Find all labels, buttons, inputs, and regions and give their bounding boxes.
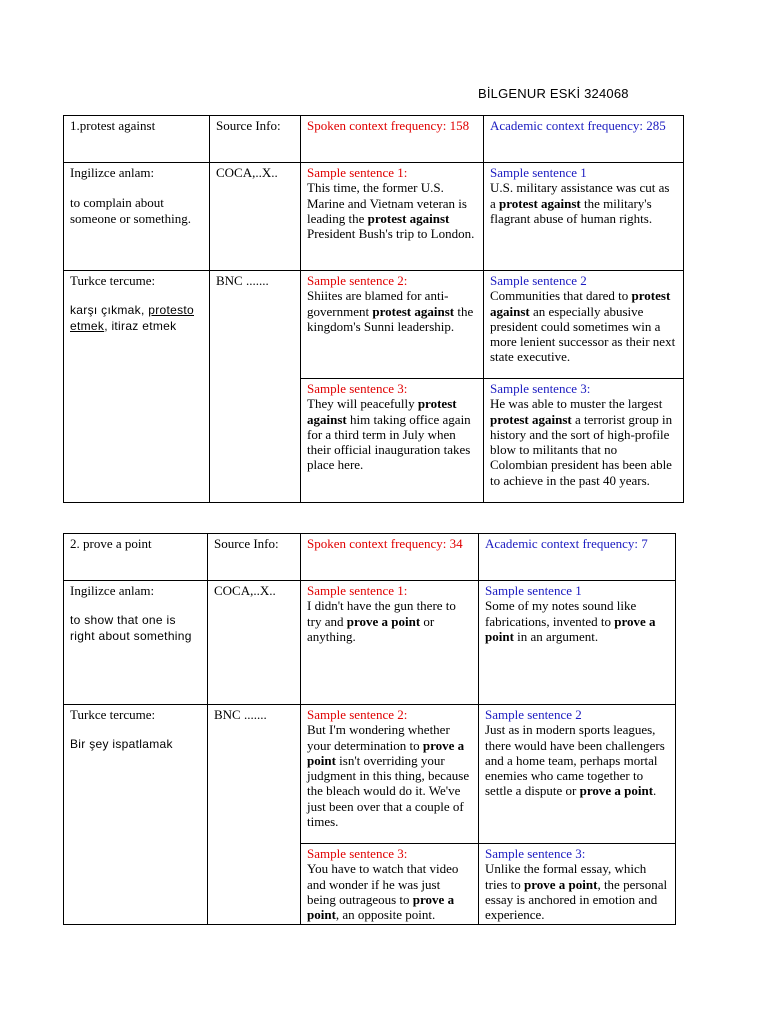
sentence-label: Sample sentence 3: — [307, 381, 408, 396]
phrase-table-prove-a-point — [63, 533, 676, 925]
sentence-label: Sample sentence 2 — [485, 707, 582, 722]
table-row — [64, 163, 684, 271]
sentence-text: They will peacefully — [307, 396, 418, 412]
sentence-text: , an opposite point. — [335, 907, 436, 923]
sentence-label: Sample sentence 3: — [307, 846, 408, 861]
coca-cell — [208, 581, 301, 705]
turkish-word-link: protesto etmek — [70, 303, 194, 333]
table-row — [64, 581, 676, 705]
term: 1.protest against — [70, 118, 156, 133]
turkish-label: Turkce tercume: — [70, 273, 156, 288]
sentence-text: But I'm wondering whether your determination to — [307, 722, 450, 753]
academic-sentence-cell — [484, 271, 684, 379]
sentence-text: You have to watch that video and wonder if he was just being outrageous to — [307, 861, 459, 907]
sentence-text: . — [653, 783, 657, 799]
table-header-row — [64, 534, 676, 581]
academic-frequency-cell — [484, 116, 684, 163]
spoken-sentence-cell — [301, 163, 484, 271]
student-name-id: BİLGENUR ESKİ 324068 — [478, 86, 629, 101]
academic-sentence-cell — [479, 705, 676, 844]
table-row — [64, 271, 684, 379]
source-info-cell — [208, 534, 301, 581]
spoken-frequency-cell — [301, 116, 484, 163]
academic-sentence-cell — [484, 163, 684, 271]
english-meaning: to complain about someone or something. — [70, 195, 191, 226]
sentence-text: the kingdom's Sunni leadership. — [307, 303, 474, 334]
academic-sentence-cell — [484, 379, 684, 503]
table-header-row — [64, 116, 684, 163]
phrase-highlight: prove a point — [579, 783, 654, 799]
phrase-table-protest-against — [63, 115, 684, 503]
term: 2. prove a point — [70, 536, 152, 551]
spoken-sentence-cell — [301, 705, 479, 844]
academic-frequency: Academic context frequency: 7 — [485, 536, 648, 551]
turkish-translation-cell — [64, 271, 210, 503]
spoken-sentence-cell — [301, 379, 484, 503]
spoken-sentence-cell — [301, 844, 479, 925]
turkish-label: Turkce tercume: — [70, 707, 156, 722]
sentence-label: Sample sentence 1: — [307, 583, 408, 598]
sentence-text: Shiites are blamed for anti-government — [307, 288, 449, 319]
term-cell — [64, 116, 210, 163]
phrase-highlight: protest against — [367, 210, 450, 226]
bnc-cell — [210, 271, 301, 503]
sentence-text: U.S. military assistance was cut as a — [490, 180, 670, 211]
sentence-text: Communities that dared to — [490, 288, 632, 304]
english-label: Ingilizce anlam: — [70, 165, 155, 180]
spoken-frequency: Spoken context frequency: 34 — [307, 536, 463, 551]
phrase-highlight: protest against — [499, 195, 581, 211]
spoken-frequency-cell — [301, 534, 479, 581]
sentence-label: Sample sentence 2 — [490, 273, 587, 288]
table-row — [64, 705, 676, 844]
turkish-word: , itiraz etmek — [104, 318, 177, 333]
separator: , — [140, 303, 149, 318]
english-label: Ingilizce anlam: — [70, 583, 155, 598]
phrase-highlight: protest against — [490, 411, 572, 427]
bnc-label: BNC ....... — [216, 273, 269, 288]
academic-frequency: Academic context frequency: 285 — [490, 118, 666, 133]
sentence-text: President Bush's trip to London. — [307, 226, 475, 242]
turkish-word: karşı çıkmak — [70, 303, 141, 318]
spoken-sentence-cell — [301, 271, 484, 379]
source-info-label: Source Info: — [214, 536, 279, 551]
academic-frequency-cell — [479, 534, 676, 581]
sentence-text: He was able to muster the largest — [490, 396, 663, 412]
coca-cell — [210, 163, 301, 271]
sentence-text: him taking office again for a third term in July when their official inauguration takes place here. — [307, 411, 471, 473]
sentence-text: Some of my notes sound like fabrications, invented to — [485, 598, 637, 629]
turkish-meaning: Bir şey ispatlamak — [70, 737, 173, 752]
sentence-label: Sample sentence 1 — [490, 165, 587, 180]
phrase-highlight: prove a point — [307, 891, 455, 923]
academic-sentence-cell — [479, 581, 676, 705]
english-meaning: to show that one is right about something — [70, 613, 192, 643]
academic-sentence-cell — [479, 844, 676, 925]
term-cell — [64, 534, 208, 581]
sentence-label: Sample sentence 2: — [307, 707, 408, 722]
sentence-text: the military's flagrant abuse of human rights. — [490, 195, 653, 226]
bnc-cell — [208, 705, 301, 925]
bnc-label: BNC ....... — [214, 707, 267, 722]
sentence-label: Sample sentence 3: — [490, 381, 591, 396]
coca-label: COCA,..X.. — [214, 583, 276, 598]
sentence-label: Sample sentence 1 — [485, 583, 582, 598]
sentence-text: , the personal essay is anchored in emotion and experience. — [485, 876, 668, 923]
phrase-highlight: protest against — [490, 288, 671, 319]
sentence-text: This time, the former U.S. Marine and Vietnam veteran is leading the — [307, 180, 467, 226]
spoken-sentence-cell — [301, 581, 479, 705]
sentence-label: Sample sentence 3: — [485, 846, 586, 861]
sentence-text: isn't overriding your judgment in this thing, because the bleach would do it. We've just been over that a couple of times. — [307, 752, 470, 830]
sentence-label: Sample sentence 1: — [307, 165, 408, 180]
phrase-highlight: protest against — [307, 396, 457, 427]
phrase-highlight: prove a point — [524, 876, 598, 892]
turkish-meaning — [70, 303, 203, 334]
spoken-frequency: Spoken context frequency: 158 — [307, 118, 470, 133]
turkish-translation-cell — [64, 705, 208, 925]
phrase-highlight: prove a point — [307, 737, 465, 768]
sentence-text: in an argument. — [513, 628, 599, 644]
source-info-cell — [210, 116, 301, 163]
phrase-highlight: prove a point — [485, 613, 656, 644]
sentence-text: or anything. — [307, 613, 435, 644]
sentence-text: a terrorist group in history and the sort of high-profile blow to militants that no Colombian president has been able to achieve in the past 40 years. — [490, 411, 673, 488]
coca-label: COCA,..X.. — [216, 165, 278, 180]
phrase-highlight: protest against — [372, 303, 455, 319]
source-info-label: Source Info: — [216, 118, 281, 133]
english-meaning-cell — [64, 163, 210, 271]
sentence-text: I didn't have the gun there to try and — [307, 598, 456, 629]
sentence-text: an especially abusive president could sometimes win a more lenient successor as their next state executive. — [490, 303, 676, 365]
english-meaning-cell — [64, 581, 208, 705]
sentence-text: Just as in modern sports leagues, there would have been challengers and a home team, perhaps mortal enemies who came together to settle a dispute or — [485, 722, 665, 799]
sentence-text: Unlike the formal essay, which tries to — [485, 861, 647, 892]
phrase-highlight: prove a point — [346, 613, 421, 629]
sentence-label: Sample sentence 2: — [307, 273, 408, 288]
